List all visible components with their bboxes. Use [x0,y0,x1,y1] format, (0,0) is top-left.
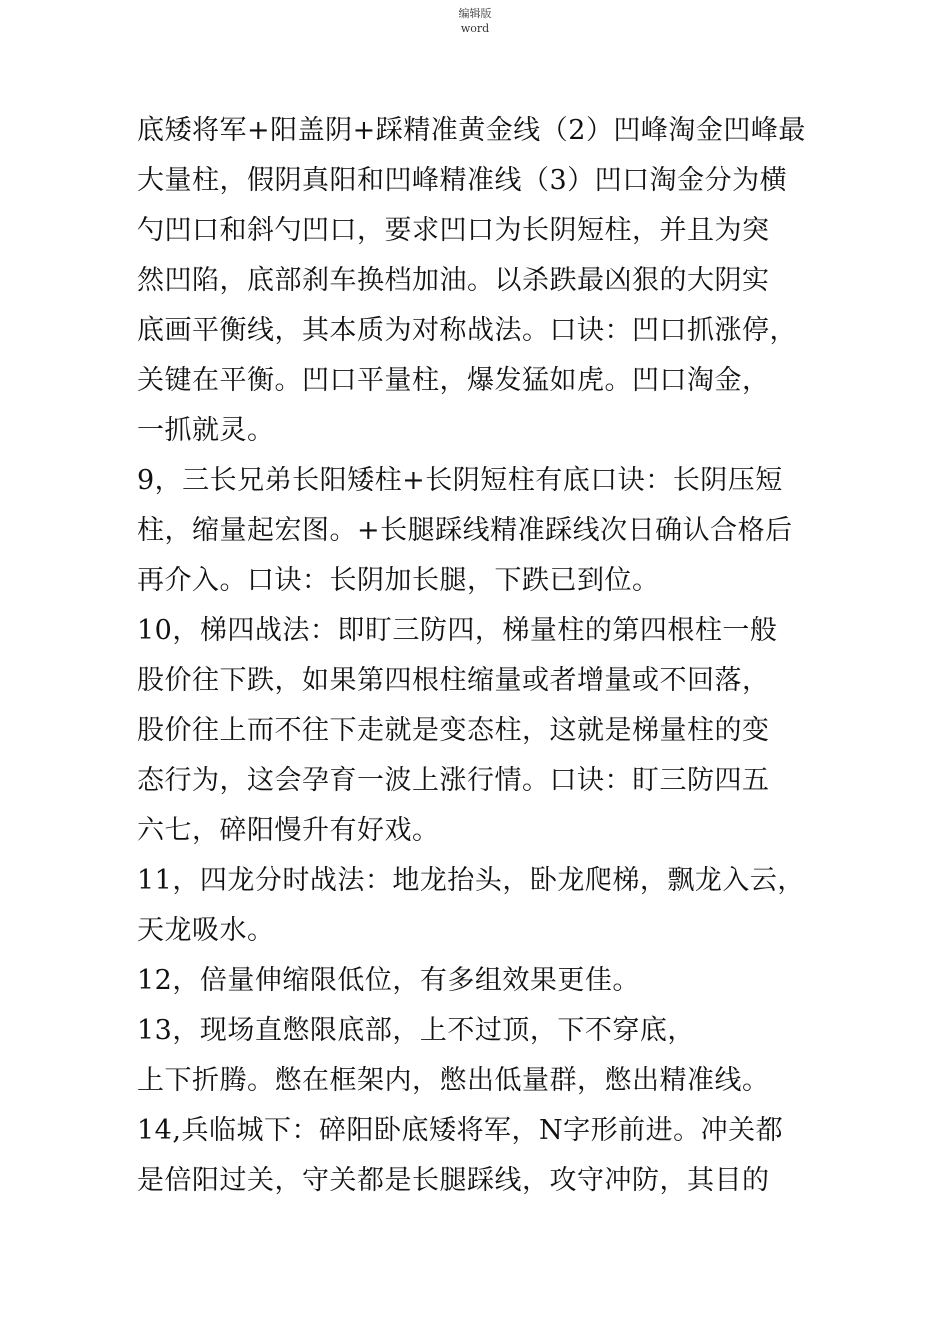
text-line: 然凹陷，底部刹车换档加油。以杀跌最凶狠的大阴实 [137,265,770,296]
text-line: 关键在平衡。凹口平量柱，爆发猛如虎。凹口淘金， [137,365,770,396]
page-header [0,6,950,36]
text-line: 股价往下跌，如果第四根柱缩量或者增量或不回落， [137,665,770,696]
text-line: 勺凹口和斜勺凹口，要求凹口为长阴短柱，并且为突 [137,215,770,246]
text-line: 11，四龙分时战法：地龙抬头，卧龙爬梯，飘龙入云， [137,865,805,896]
text-line: 再介入。口诀：长阴加长腿，下跌已到位。 [137,565,660,596]
text-line: 股价往上而不往下走就是变态柱，这就是梯量柱的变 [137,715,770,746]
text-line: 底矮将军+阳盖阴+踩精准黄金线（2）凹峰淘金凹峰最 [137,115,806,146]
text-line: 上下折腾。憋在框架内，憋出低量群，憋出精准线。 [137,1065,770,1096]
text-line: 14,兵临城下：碎阳卧底矮将军，N字形前进。冲关都 [137,1115,784,1146]
text-line: 天龙吸水。 [137,915,275,946]
text-line: 10，梯四战法：即盯三防四，梯量柱的第四根柱一般 [137,615,778,646]
text-line: 大量柱，假阴真阳和凹峰精准线（3）凹口淘金分为横 [137,165,788,196]
text-line: 一抓就灵。 [137,415,275,446]
text-line: 9，三长兄弟长阳矮柱+长阴短柱有底口诀：长阴压短 [137,465,783,496]
header-subtitle: word [460,22,490,35]
text-line: 柱，缩量起宏图。+长腿踩线精准踩线次日确认合格后 [137,515,793,546]
text-line: 底画平衡线，其本质为对称战法。口诀：凹口抓涨停， [137,315,797,346]
text-line: 六七，碎阳慢升有好戏。 [137,815,440,846]
document-body [137,106,827,1206]
text-line: 12，倍量伸缩限低位，有多组效果更佳。 [137,965,640,996]
text-line: 态行为，这会孕育一波上涨行情。口诀：盯三防四五 [137,765,770,796]
text-line: 是倍阳过关，守关都是长腿踩线，攻守冲防，其目的 [137,1165,770,1196]
header-title: 编辑版 [458,7,492,20]
text-line: 13，现场直憋限底部，上不过顶，下不穿底， [137,1015,695,1046]
